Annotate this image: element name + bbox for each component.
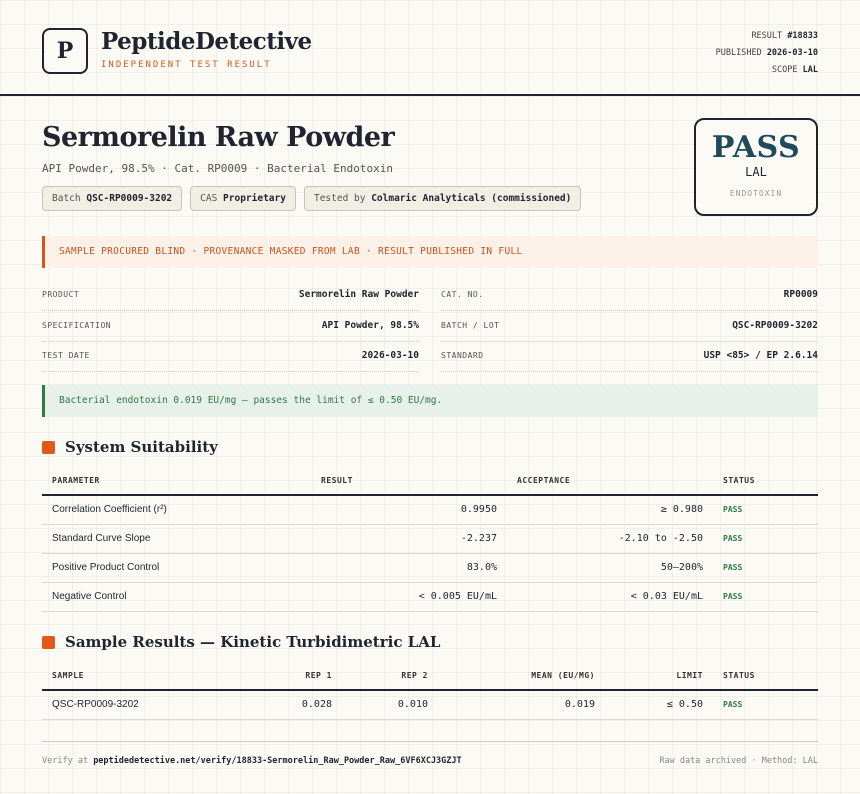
tested-by-chip (304, 186, 581, 211)
chip-label: Tested by (313, 193, 366, 204)
verify-link[interactable]: peptidedetective.net/verify/18833-Sermorelin_Raw_Powder_Raw_6VF6XCJ3GZJT (93, 756, 462, 766)
info-value: Sermorelin Raw Powder (298, 289, 419, 300)
section-marker-icon (42, 441, 55, 454)
section-title-text: Sample Results — Kinetic Turbidimetric LAL (65, 633, 441, 651)
info-label: STANDARD (441, 351, 484, 360)
result-id-line (716, 28, 818, 45)
chip-value: QSC-RP0009-3202 (86, 193, 173, 204)
column-header: PARAMETER (42, 467, 311, 495)
verdict-word: PASS (711, 130, 801, 165)
info-value: QSC-RP0009-3202 (732, 320, 818, 331)
info-standard (441, 342, 818, 372)
verdict-method: LAL (745, 165, 767, 179)
published-date: 2026-03-10 (766, 48, 818, 58)
chip-label: CAS (200, 193, 218, 204)
table-row (42, 495, 818, 524)
section-title-samples (42, 633, 440, 651)
info-specification (42, 312, 419, 342)
status-badge: PASS (713, 524, 818, 553)
product-chips (42, 186, 581, 211)
column-header: RESULT (311, 467, 507, 495)
acceptance-cell: 50–200% (507, 553, 713, 582)
result-id: #18833 (787, 31, 818, 41)
status-badge: PASS (713, 553, 818, 582)
acceptance-cell: < 0.03 EU/mL (507, 582, 713, 611)
result-cell: 83.0% (311, 553, 507, 582)
published-label: PUBLISHED (715, 48, 762, 58)
table-row (42, 553, 818, 582)
column-header: MEAN (EU/MG) (438, 662, 605, 690)
status-badge: PASS (713, 495, 818, 524)
parameter-cell: Correlation Coefficient (r²) (42, 495, 311, 524)
parameter-cell: Negative Control (42, 582, 311, 611)
info-value: 2026-03-10 (361, 350, 419, 361)
mean-cell: 0.019 (438, 690, 605, 719)
section-marker-icon (42, 636, 55, 649)
chip-value: Proprietary (223, 193, 286, 204)
batch-chip (42, 186, 182, 211)
status-badge: PASS (713, 582, 818, 611)
info-label: BATCH / LOT (441, 321, 500, 330)
parameter-cell: Standard Curve Slope (42, 524, 311, 553)
brand-name: PeptideDetective (101, 28, 312, 55)
table-header-row (42, 467, 818, 495)
published-line (716, 45, 818, 62)
verdict-sub: ENDOTOXIN (729, 189, 783, 198)
table-row (42, 524, 818, 553)
info-label: CAT. NO. (441, 290, 484, 299)
column-header: ACCEPTANCE (507, 467, 713, 495)
status-badge: PASS (713, 690, 818, 719)
cas-chip (190, 186, 296, 211)
column-header: LIMIT (605, 662, 713, 690)
rep2-cell: 0.010 (342, 690, 438, 719)
sample-cell: QSC-RP0009-3202 (42, 690, 242, 719)
column-header: STATUS (713, 662, 818, 690)
section-title-suitability (42, 438, 218, 456)
info-label: SPECIFICATION (42, 321, 112, 330)
info-batch-lot (441, 312, 818, 342)
result-cell: 0.9950 (311, 495, 507, 524)
info-label: TEST DATE (42, 351, 90, 360)
info-label: PRODUCT (42, 290, 80, 299)
section-title-text: System Suitability (65, 438, 218, 456)
table-header-row (42, 662, 818, 690)
result-cell: -2.237 (311, 524, 507, 553)
info-value: USP <85> / EP 2.6.14 (703, 350, 818, 361)
limit-cell: ≤ 0.50 (605, 690, 713, 719)
table-row (42, 690, 818, 719)
chip-value: Colmaric Analyticals (commissioned) (371, 193, 572, 204)
result-cell: < 0.005 EU/mL (311, 582, 507, 611)
product-title: Sermorelin Raw Powder (42, 122, 395, 153)
info-value: API Powder, 98.5% (321, 320, 419, 331)
scope-value: LAL (802, 65, 818, 75)
info-cat-no (441, 281, 818, 311)
product-subtitle: API Powder, 98.5% · Cat. RP0009 · Bacterial Endotoxin (42, 162, 393, 175)
info-product (42, 281, 419, 311)
rep1-cell: 0.028 (242, 690, 342, 719)
acceptance-cell: ≥ 0.980 (507, 495, 713, 524)
logo-icon: P (42, 28, 88, 74)
sample-results-table (42, 662, 818, 720)
column-header: SAMPLE (42, 662, 242, 690)
report-footer (42, 741, 818, 766)
brand-subtitle: INDEPENDENT TEST RESULT (101, 60, 272, 70)
footer-note: Raw data archived · Method: LAL (659, 756, 818, 766)
parameter-cell: Positive Product Control (42, 553, 311, 582)
report-meta (716, 28, 818, 79)
column-header: REP 1 (242, 662, 342, 690)
column-header: REP 2 (342, 662, 438, 690)
info-test-date (42, 342, 419, 372)
verify-prefix: Verify at (42, 756, 89, 766)
suitability-table (42, 467, 818, 612)
procurement-banner: SAMPLE PROCURED BLIND · PROVENANCE MASKED FROM LAB · RESULT PUBLISHED IN FULL (42, 236, 818, 268)
result-label: RESULT (751, 31, 783, 41)
scope-label: SCOPE (771, 65, 798, 75)
chip-label: Batch (52, 193, 81, 204)
report-header (0, 0, 860, 96)
scope-line (716, 62, 818, 79)
column-header: STATUS (713, 467, 818, 495)
acceptance-cell: -2.10 to -2.50 (507, 524, 713, 553)
verdict-summary: Bacterial endotoxin 0.019 EU/mg — passes the limit of ≤ 0.50 EU/mg. (42, 385, 818, 417)
info-value: RP0009 (783, 289, 818, 300)
table-row (42, 582, 818, 611)
verdict-stamp (694, 118, 818, 216)
